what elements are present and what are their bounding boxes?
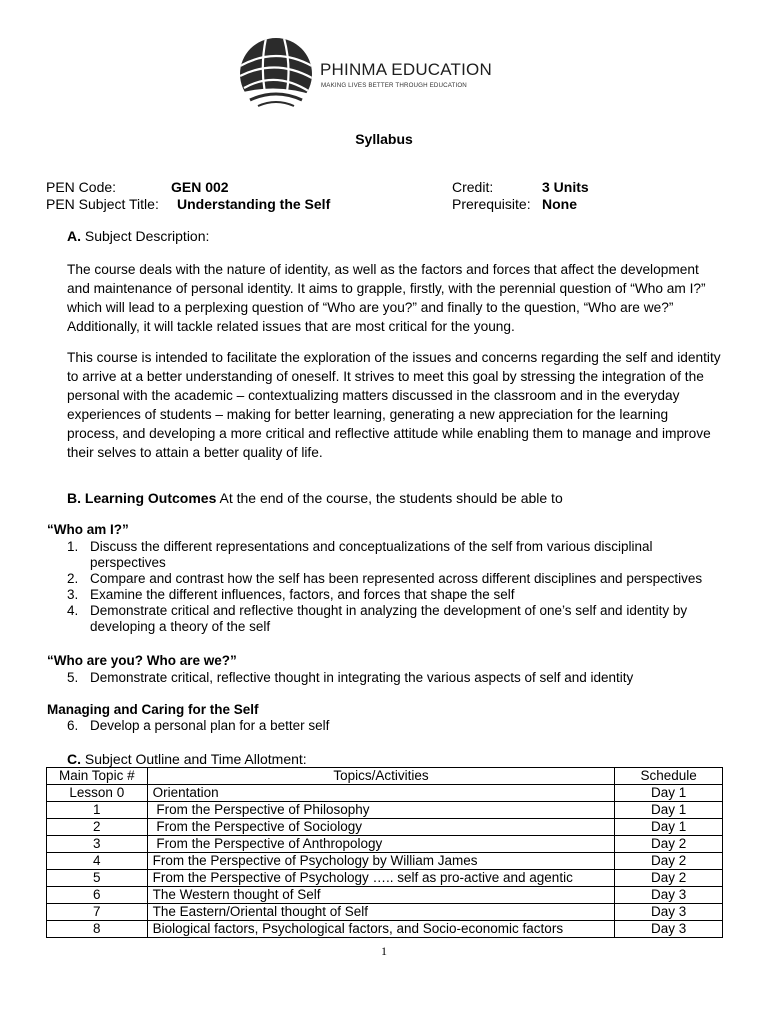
item-text: Demonstrate critical and reflective thought in analyzing the development of one’s self and identity by developing a theory of the self	[90, 603, 688, 634]
item-text: Develop a personal plan for a better self	[90, 718, 330, 733]
topic-number-cell: 7	[47, 904, 148, 921]
topic-number-cell: 4	[47, 853, 148, 870]
schedule-cell: Day 3	[615, 887, 723, 904]
table-row	[47, 870, 723, 887]
item-number: 4.	[67, 603, 79, 618]
section-b-heading	[67, 490, 563, 506]
column-header: Schedule	[615, 768, 723, 785]
table-row	[47, 802, 723, 819]
list-item	[67, 571, 727, 587]
description-paragraph-1: The course deals with the nature of identity, as well as the factors and forces that affect the development and maintenance of personal identity. It aims to grapple, firstly, with the perennial question of “Who am I?” which will lead to a perplexing question of “Who are you?” and finally to the question, “Who are we?” Additionally, it will tackle related issues that are most critical for the young.	[67, 262, 706, 334]
outcome-group-title: “Who am I?”	[47, 522, 129, 537]
section-a-heading	[67, 228, 209, 244]
item-text: Examine the different influences, factors, and forces that shape the self	[90, 587, 515, 602]
table-row	[47, 785, 723, 802]
outcome-list	[67, 539, 727, 635]
topic-number-cell: 2	[47, 819, 148, 836]
table-header-row	[47, 768, 723, 785]
topic-number-cell: 6	[47, 887, 148, 904]
activity-cell: The Eastern/Oriental thought of Self	[147, 904, 615, 921]
item-number: 2.	[67, 571, 79, 586]
prerequisite-label: Prerequisite:	[452, 196, 531, 212]
list-item	[67, 603, 727, 635]
activity-cell: From the Perspective of Sociology	[147, 819, 615, 836]
schedule-cell: Day 2	[615, 853, 723, 870]
schedule-cell: Day 1	[615, 785, 723, 802]
item-text: Demonstrate critical, reflective thought in integrating the various aspects of self and identity	[90, 670, 634, 685]
item-number: 1.	[67, 539, 79, 554]
topic-number-cell: 8	[47, 921, 148, 938]
section-title: Learning Outcomes	[84, 490, 217, 506]
outcome-list	[67, 670, 727, 686]
list-item	[67, 539, 727, 571]
brand-tagline: MAKING LIVES BETTER THROUGH EDUCATION	[321, 82, 467, 89]
topic-number-cell: 3	[47, 836, 148, 853]
schedule-cell: Day 2	[615, 870, 723, 887]
schedule-cell: Day 1	[615, 819, 723, 836]
list-item	[67, 670, 727, 686]
page-number: 1	[381, 944, 387, 958]
section-intro: At the end of the course, the students should be able to	[219, 490, 563, 506]
outcome-group-title: “Who are you? Who are we?”	[47, 653, 237, 668]
activity-cell: Orientation	[147, 785, 615, 802]
prerequisite-value: None	[542, 196, 577, 212]
column-header: Topics/Activities	[147, 768, 615, 785]
table-row	[47, 836, 723, 853]
topic-number-cell: 5	[47, 870, 148, 887]
table-row	[47, 887, 723, 904]
brand-name: PHINMA EDUCATION	[320, 60, 492, 79]
section-title: Subject Outline and Time Allotment:	[84, 751, 307, 767]
item-text: Compare and contrast how the self has been represented across different disciplines and perspectives	[90, 571, 703, 586]
schedule-cell: Day 1	[615, 802, 723, 819]
table-row	[47, 853, 723, 870]
activity-cell: The Western thought of Self	[147, 887, 615, 904]
section-title: Subject Description:	[84, 228, 210, 244]
table-row	[47, 819, 723, 836]
pen-code-value: GEN 002	[171, 179, 229, 195]
list-item	[67, 587, 727, 603]
list-item	[67, 718, 727, 734]
item-text: Discuss the different representations and conceptualizations of the self from various disciplinal perspectives	[90, 539, 653, 570]
section-letter: C.	[67, 751, 81, 767]
credit-label: Credit:	[452, 179, 494, 195]
activity-cell: From the Perspective of Philosophy	[147, 802, 615, 819]
description-paragraph-2: This course is intended to facilitate the exploration of the issues and concerns regarding the self and identity to arrive at a better understanding of oneself. It strives to meet this goal by stressing the integration of the personal with the academic – contextualizing matters discussed in the classroom and in the everyday experiences of students – making for better learning, generating a new appreciation for the learning process, and developing a more critical and reflective attitude while enabling them to manage and improve their selves to attain a better quality of life.	[67, 350, 721, 460]
brand-header	[236, 36, 496, 116]
credit-value: 3 Units	[542, 179, 589, 195]
activity-cell: From the Perspective of Psychology ….. self as pro-active and agentic	[147, 870, 615, 887]
schedule-cell: Day 2	[615, 836, 723, 853]
topic-number-cell: 1	[47, 802, 148, 819]
outcome-group-title: Managing and Caring for the Self	[47, 702, 259, 717]
table-row	[47, 904, 723, 921]
section-letter: B.	[67, 490, 81, 506]
item-number: 6.	[67, 718, 79, 733]
schedule-cell: Day 3	[615, 921, 723, 938]
page-title: Syllabus	[355, 131, 413, 147]
subject-title-value: Understanding the Self	[177, 196, 331, 212]
outcome-list	[67, 718, 727, 734]
pen-code-label: PEN Code:	[46, 179, 117, 195]
subject-title-label: PEN Subject Title:	[46, 196, 159, 212]
activity-cell: From the Perspective of Psychology by William James	[147, 853, 615, 870]
column-header: Main Topic #	[47, 768, 148, 785]
topic-number-cell: Lesson 0	[47, 785, 148, 802]
outline-table	[46, 767, 723, 938]
phinma-globe-logo-icon	[236, 36, 316, 116]
table-row	[47, 921, 723, 938]
section-c-heading	[67, 751, 307, 767]
section-letter: A.	[67, 228, 81, 244]
schedule-cell: Day 3	[615, 904, 723, 921]
item-number: 5.	[67, 670, 79, 685]
activity-cell: Biological factors, Psychological factors, and Socio-economic factors	[147, 921, 615, 938]
item-number: 3.	[67, 587, 79, 602]
activity-cell: From the Perspective of Anthropology	[147, 836, 615, 853]
